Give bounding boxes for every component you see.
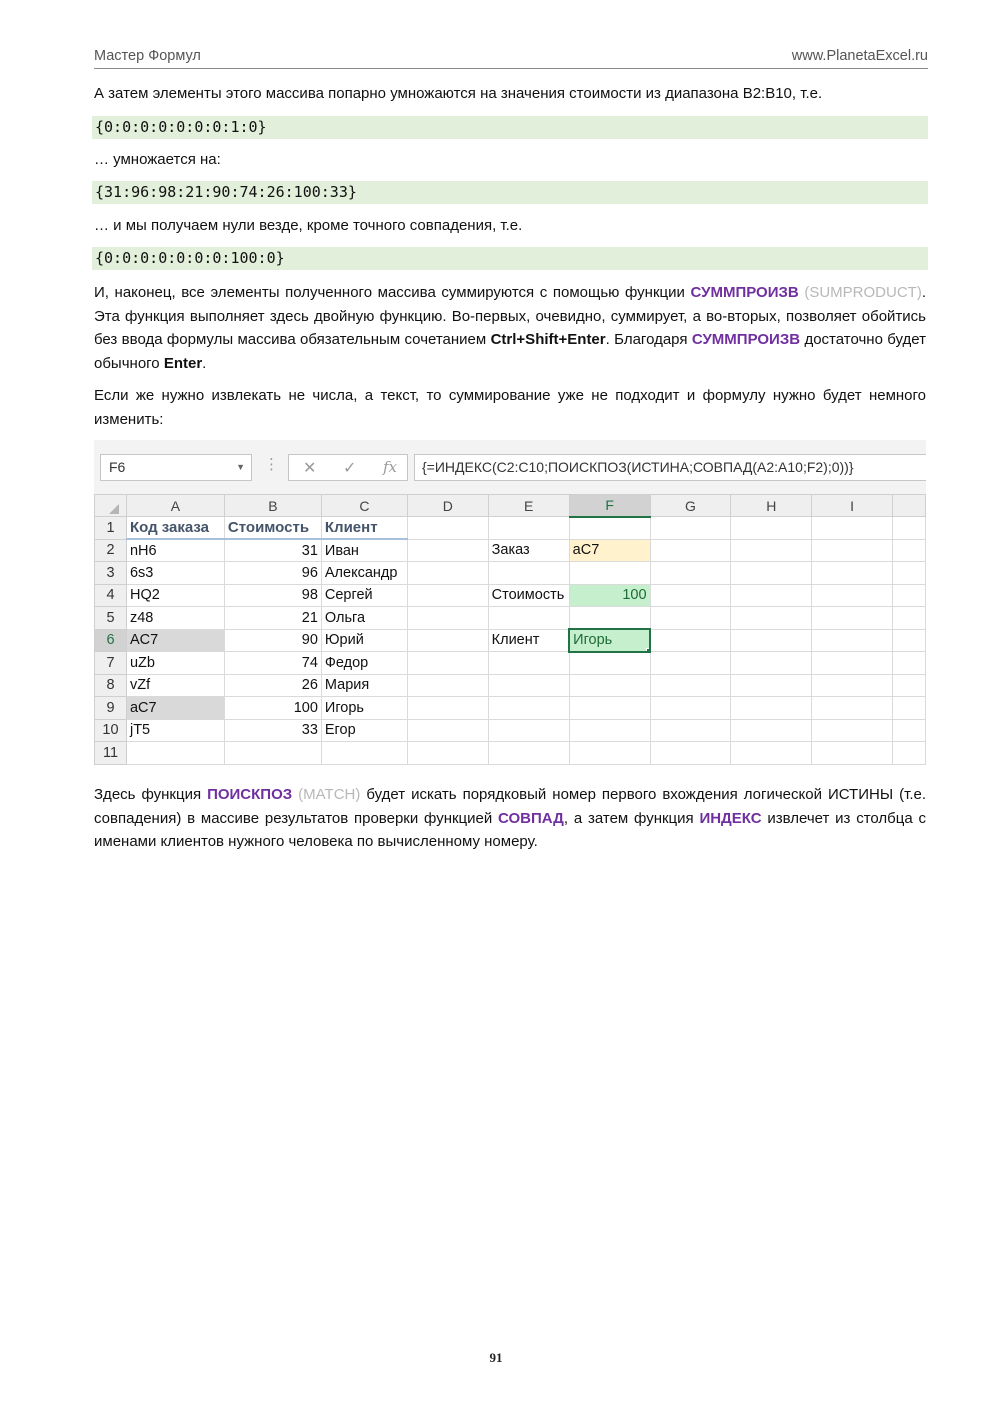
cell[interactable] [731, 562, 812, 585]
paragraph-3: … и мы получаем нули везде, кроме точного совпадения, т.е. [94, 217, 523, 234]
cell[interactable] [892, 719, 925, 742]
column-header[interactable]: E [488, 495, 569, 517]
cell[interactable]: Мария [321, 674, 407, 697]
table-row [95, 562, 926, 585]
cell[interactable]: aC7 [126, 697, 224, 720]
cell[interactable] [321, 742, 407, 765]
select-all-corner[interactable] [95, 495, 127, 517]
cell[interactable]: 98 [224, 584, 321, 607]
cell[interactable] [892, 742, 925, 765]
key-enter: Enter [163, 354, 203, 372]
cell[interactable] [812, 674, 893, 697]
table-row [95, 607, 926, 630]
active-cell[interactable] [569, 629, 650, 652]
cell[interactable] [488, 517, 569, 540]
cell[interactable] [126, 742, 224, 765]
cell[interactable]: Сергей [321, 584, 407, 607]
cell[interactable]: nH6 [126, 539, 224, 562]
function-name-en: (SUMPRODUCT) [804, 284, 922, 301]
cell[interactable] [812, 562, 893, 585]
cell[interactable]: Клиент [488, 629, 569, 652]
cell[interactable] [407, 719, 488, 742]
p4-text-d: достаточно будет обычного [94, 331, 927, 372]
active-cell-value: Игорь [573, 632, 613, 649]
p6-text-a: Здесь функция [94, 786, 208, 803]
cell[interactable] [731, 719, 812, 742]
cell[interactable] [488, 742, 569, 765]
cell[interactable]: 90 [224, 629, 321, 652]
column-header[interactable] [892, 495, 925, 517]
function-name: СОВПАД [498, 809, 564, 827]
header-site: www.PlanetaExcel.ru [791, 48, 928, 64]
code-block-1: {0:0:0:0:0:0:0:1:0} [92, 116, 928, 139]
cell[interactable] [812, 539, 893, 562]
page-number: 91 [489, 1350, 503, 1365]
key-combo: Ctrl+Shift+Enter [490, 331, 606, 348]
table-row [95, 584, 926, 607]
cell[interactable] [650, 539, 731, 562]
code-block-2: {31:96:98:21:90:74:26:100:33} [92, 181, 928, 204]
spreadsheet-grid [94, 494, 926, 765]
chevron-down-icon[interactable]: ▼ [236, 462, 245, 472]
cell[interactable]: Ольга [321, 607, 407, 630]
cell[interactable] [892, 607, 925, 630]
cell[interactable]: Александр [321, 562, 407, 585]
cell[interactable] [407, 629, 488, 652]
cell[interactable]: Код заказа [126, 517, 224, 540]
cell[interactable] [488, 652, 569, 675]
cell[interactable]: 31 [224, 539, 321, 562]
cell[interactable] [407, 517, 488, 540]
cell[interactable]: 21 [224, 607, 321, 630]
cell[interactable] [407, 742, 488, 765]
row-header[interactable]: 8 [95, 674, 127, 697]
p6-text-d: извлечет из столбца с именами клиентов нужного человека по вычисленному номеру. [94, 809, 926, 850]
cell[interactable] [407, 584, 488, 607]
paragraph-1: А затем элементы этого массива попарно умножаются на значения стоимости из диапазона B2:B10, т.е. [94, 85, 823, 102]
column-header[interactable]: I [812, 495, 893, 517]
function-name: ПОИСКПОЗ [207, 786, 293, 803]
table-row [95, 742, 926, 765]
cell[interactable] [407, 652, 488, 675]
column-header[interactable]: D [407, 495, 488, 517]
column-header[interactable]: H [731, 495, 812, 517]
formula-bar-area [94, 440, 926, 494]
column-header-row [95, 495, 926, 517]
cell[interactable] [812, 607, 893, 630]
code-block-3: {0:0:0:0:0:0:0:100:0} [92, 247, 928, 270]
paragraph-4 [94, 281, 926, 375]
row-header[interactable]: 2 [95, 539, 127, 562]
function-name: ИНДЕКС [699, 809, 762, 827]
row-header[interactable]: 7 [95, 652, 127, 675]
cell[interactable] [569, 607, 650, 630]
table-row [95, 719, 926, 742]
paragraph-6 [94, 783, 926, 854]
cell[interactable] [731, 539, 812, 562]
row-header[interactable]: 3 [95, 562, 127, 585]
cell[interactable] [650, 584, 731, 607]
page-header [94, 48, 928, 69]
table-row [95, 629, 926, 652]
fx-icon[interactable]: fx [383, 458, 398, 476]
check-icon[interactable]: ✓ [343, 460, 357, 477]
p4-text-e: . [202, 354, 207, 372]
cell[interactable] [812, 742, 893, 765]
cell[interactable] [650, 562, 731, 585]
cell[interactable] [892, 517, 925, 540]
cell[interactable]: Федор [321, 652, 407, 675]
cell[interactable]: 74 [224, 652, 321, 675]
paragraph-2: … умножается на: [94, 151, 221, 168]
cell[interactable]: uZb [126, 652, 224, 675]
cell[interactable] [407, 607, 488, 630]
cell[interactable]: 26 [224, 674, 321, 697]
table-row [95, 652, 926, 675]
cell[interactable]: Заказ [488, 539, 569, 562]
cell[interactable] [892, 697, 925, 720]
cell[interactable] [892, 562, 925, 585]
formula-buttons [288, 454, 408, 481]
cell[interactable] [731, 652, 812, 675]
row-header[interactable]: 6 [95, 629, 127, 652]
column-header[interactable]: F [569, 495, 650, 517]
table-row [95, 674, 926, 697]
cell[interactable]: Клиент [321, 517, 407, 540]
cell[interactable] [731, 629, 812, 652]
p6-text-b: будет искать порядковый номер первого вхождения логической ИСТИНЫ (т.е. совпадения) в массиве результатов проверки функцией [94, 786, 926, 827]
cell[interactable] [569, 652, 650, 675]
cell[interactable]: 33 [224, 719, 321, 742]
cell[interactable] [731, 674, 812, 697]
cell[interactable] [650, 629, 731, 652]
cell[interactable] [569, 562, 650, 585]
cell[interactable]: Стоимость [224, 517, 321, 540]
cell[interactable]: AC7 [126, 629, 224, 652]
cell[interactable] [650, 652, 731, 675]
column-header[interactable]: G [650, 495, 731, 517]
cell[interactable] [407, 674, 488, 697]
row-header[interactable]: 4 [95, 584, 127, 607]
cell[interactable] [650, 697, 731, 720]
more-icon: ⋮ [264, 456, 279, 473]
cell[interactable] [569, 674, 650, 697]
name-box-value: F6 [109, 459, 126, 475]
table-row [95, 517, 926, 540]
cell[interactable] [569, 719, 650, 742]
cell[interactable] [569, 517, 650, 540]
cell[interactable] [488, 674, 569, 697]
cell[interactable]: Иван [321, 539, 407, 562]
cell[interactable] [812, 584, 893, 607]
column-header[interactable]: B [224, 495, 321, 517]
row-header[interactable]: 11 [95, 742, 127, 765]
cell[interactable] [731, 697, 812, 720]
cell[interactable] [650, 674, 731, 697]
excel-screenshot [94, 440, 926, 770]
p6-text-c: , а затем функция [563, 809, 700, 827]
column-header[interactable]: C [321, 495, 407, 517]
cell[interactable] [731, 584, 812, 607]
paragraph-5: Если же нужно извлекать не числа, а текст, то суммирование уже не подходит и формулу нужно будет немного изменить: [94, 387, 926, 428]
function-name-en: (MATCH) [298, 786, 361, 803]
cell[interactable]: Егор [321, 719, 407, 742]
cell[interactable] [569, 742, 650, 765]
cell[interactable] [812, 697, 893, 720]
function-name: СУММПРОИЗВ [691, 331, 801, 348]
name-box[interactable] [100, 454, 252, 481]
cell[interactable] [650, 517, 731, 540]
cell[interactable] [892, 539, 925, 562]
cell[interactable] [224, 742, 321, 765]
table-row [95, 539, 926, 562]
function-name: СУММПРОИЗВ [690, 284, 799, 301]
cell[interactable] [731, 517, 812, 540]
cell[interactable]: 100 [569, 584, 650, 607]
cell[interactable] [488, 719, 569, 742]
cell[interactable] [650, 719, 731, 742]
row-header[interactable]: 1 [95, 517, 127, 540]
cell[interactable] [488, 607, 569, 630]
cell[interactable] [812, 629, 893, 652]
cell[interactable]: 100 [224, 697, 321, 720]
cell[interactable] [892, 652, 925, 675]
cell[interactable] [892, 584, 925, 607]
p4-text-a: И, наконец, все элементы полученного массива суммируются с помощью функции [94, 284, 691, 301]
cell[interactable] [488, 697, 569, 720]
column-header[interactable]: A [126, 495, 224, 517]
cell[interactable] [650, 607, 731, 630]
cell[interactable]: Стоимость [488, 584, 569, 607]
cell[interactable] [812, 517, 893, 540]
row-header[interactable]: 9 [95, 697, 127, 720]
cell[interactable] [488, 562, 569, 585]
formula-input[interactable]: {=ИНДЕКС(C2:C10;ПОИСКПОЗ(ИСТИНА;СОВПАД(A2:A10;F2);0))} [414, 454, 926, 481]
p4-text-b: . Эта функция выполняет здесь двойную функцию. Во-первых, очевидно, суммирует, а во-вторых, позволяет обойтись без ввода формулы массива обязательным сочетанием [94, 284, 926, 348]
row-header[interactable]: 5 [95, 607, 127, 630]
cell[interactable] [407, 697, 488, 720]
cell[interactable] [731, 607, 812, 630]
cell[interactable] [731, 742, 812, 765]
cell[interactable] [650, 742, 731, 765]
cell[interactable] [569, 697, 650, 720]
cell[interactable] [812, 652, 893, 675]
cell[interactable]: aC7 [569, 539, 650, 562]
x-icon[interactable]: ✕ [303, 460, 317, 477]
cell[interactable] [812, 719, 893, 742]
cell[interactable]: Игорь [321, 697, 407, 720]
cell[interactable] [407, 539, 488, 562]
cell[interactable]: vZf [126, 674, 224, 697]
cell[interactable]: z48 [126, 607, 224, 630]
cell[interactable] [407, 562, 488, 585]
table-row [95, 697, 926, 720]
cell[interactable] [892, 629, 925, 652]
fill-handle[interactable] [646, 648, 650, 652]
row-header[interactable]: 10 [95, 719, 127, 742]
cell[interactable]: 6s3 [126, 562, 224, 585]
cell[interactable]: 96 [224, 562, 321, 585]
cell[interactable]: jT5 [126, 719, 224, 742]
cell[interactable]: HQ2 [126, 584, 224, 607]
header-title: Мастер Формул [94, 48, 201, 64]
cell[interactable]: Юрий [321, 629, 407, 652]
p4-text-c: . Благодаря [605, 331, 692, 348]
cell[interactable] [892, 674, 925, 697]
